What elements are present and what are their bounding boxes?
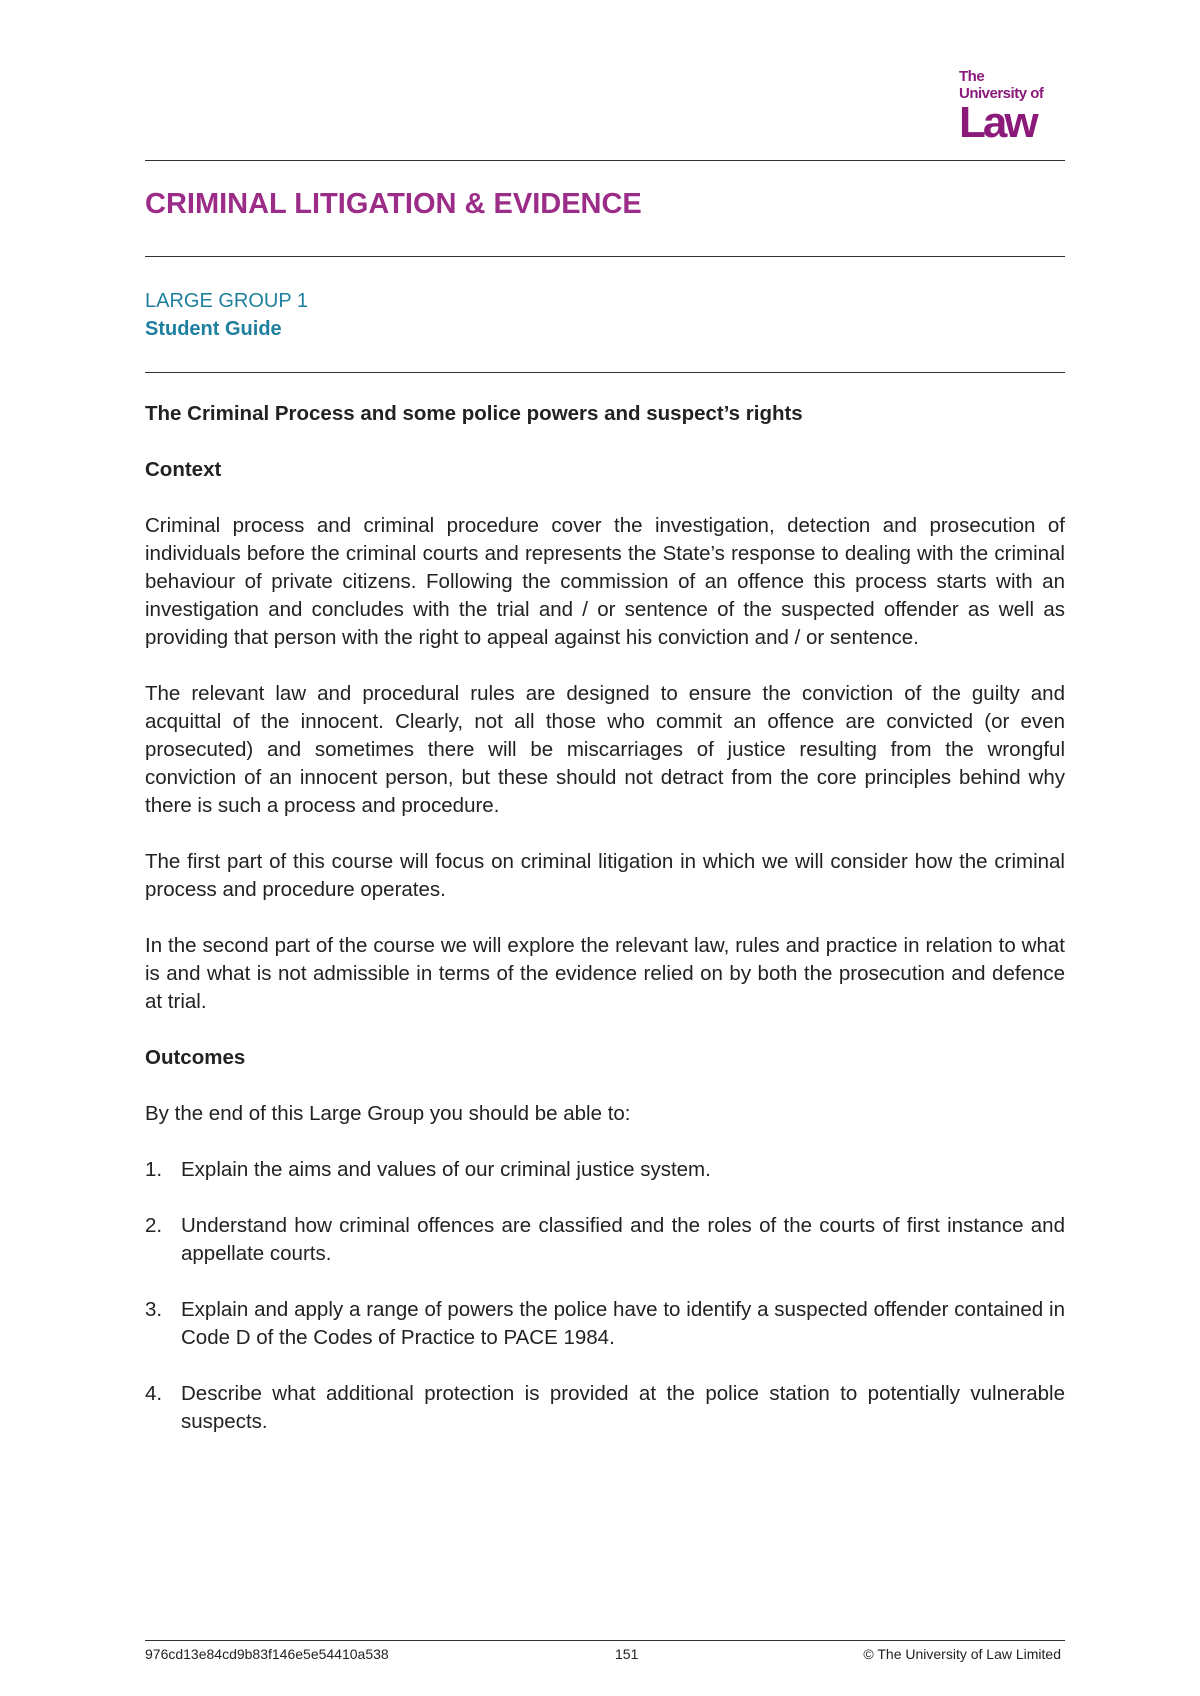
- outcome-text: Describe what additional protection is provided at the police station to potentially vulnerable suspects.: [181, 1382, 1065, 1433]
- document-title: CRIMINAL LITIGATION & EVIDENCE: [145, 188, 642, 220]
- outcomes-intro: By the end of this Large Group you should be able to:: [145, 1102, 631, 1125]
- logo-line-university: University of: [959, 85, 1044, 102]
- document-page: [145, 0, 1065, 1696]
- outcome-number: 4.: [145, 1382, 163, 1405]
- outcomes-list: [145, 1156, 1065, 1436]
- context-paragraph: In the second part of the course we will explore the relevant law, rules and practice in relation to what is and what is not admissible in terms of the evidence relied on by both the prosecution and defence at trial.: [145, 934, 1065, 1013]
- footer-copyright: © The University of Law Limited: [863, 1646, 1061, 1662]
- outcome-item: [145, 1380, 1065, 1436]
- outcome-item: [145, 1212, 1065, 1268]
- outcome-text: Explain and apply a range of powers the police have to identify a suspected offender contained in Code D of the Codes of Practice to PACE 1984.: [181, 1298, 1065, 1349]
- university-logo: [959, 68, 1059, 147]
- group-info: [145, 287, 308, 343]
- topic-heading: The Criminal Process and some police powers and suspect’s rights: [145, 402, 803, 425]
- outcome-number: 1.: [145, 1158, 163, 1181]
- outcome-item: [145, 1156, 1065, 1184]
- context-paragraph: The relevant law and procedural rules are designed to ensure the conviction of the guilty and acquittal of the innocent. Clearly, not all those who commit an offence are convicted (or even prosecuted) and sometimes there will be miscarriages of justice resulting from the wrongful conviction of an innocent person, but these should not detract from the core principles behind why there is such a process and procedure.: [145, 682, 1065, 817]
- context-paragraph: Criminal process and criminal procedure cover the investigation, detection and prosecution of individuals before the criminal courts and represents the State’s response to dealing with the criminal behaviour of private citizens. Following the commission of an offence this process starts with an investigation and concludes with the trial and / or sentence of the suspected offender as well as providing that person with the right to appeal against his conviction and / or sentence.: [145, 514, 1065, 649]
- divider-title: [145, 256, 1065, 257]
- divider-top: [145, 160, 1065, 161]
- divider-footer: [145, 1640, 1065, 1641]
- group-subtitle: Student Guide: [145, 318, 282, 340]
- main-content: [145, 400, 1065, 1464]
- outcome-text: Understand how criminal offences are classified and the roles of the courts of first instance and appellate courts.: [181, 1214, 1065, 1265]
- footer-page-number: 151: [615, 1646, 639, 1662]
- context-heading: Context: [145, 458, 222, 481]
- logo-line-law: Law: [959, 98, 1036, 147]
- footer-doc-id: 976cd13e84cd9b83f146e5e54410a538: [145, 1646, 389, 1662]
- outcome-item: [145, 1296, 1065, 1352]
- outcome-number: 3.: [145, 1298, 163, 1321]
- logo-line-the: The: [959, 68, 985, 85]
- outcomes-heading: Outcomes: [145, 1046, 246, 1069]
- outcome-number: 2.: [145, 1214, 163, 1237]
- outcome-text: Explain the aims and values of our criminal justice system.: [181, 1158, 711, 1181]
- context-paragraph: The first part of this course will focus on criminal litigation in which we will consider how the criminal process and procedure operates.: [145, 850, 1065, 901]
- group-label: LARGE GROUP 1: [145, 290, 309, 312]
- divider-group: [145, 372, 1065, 373]
